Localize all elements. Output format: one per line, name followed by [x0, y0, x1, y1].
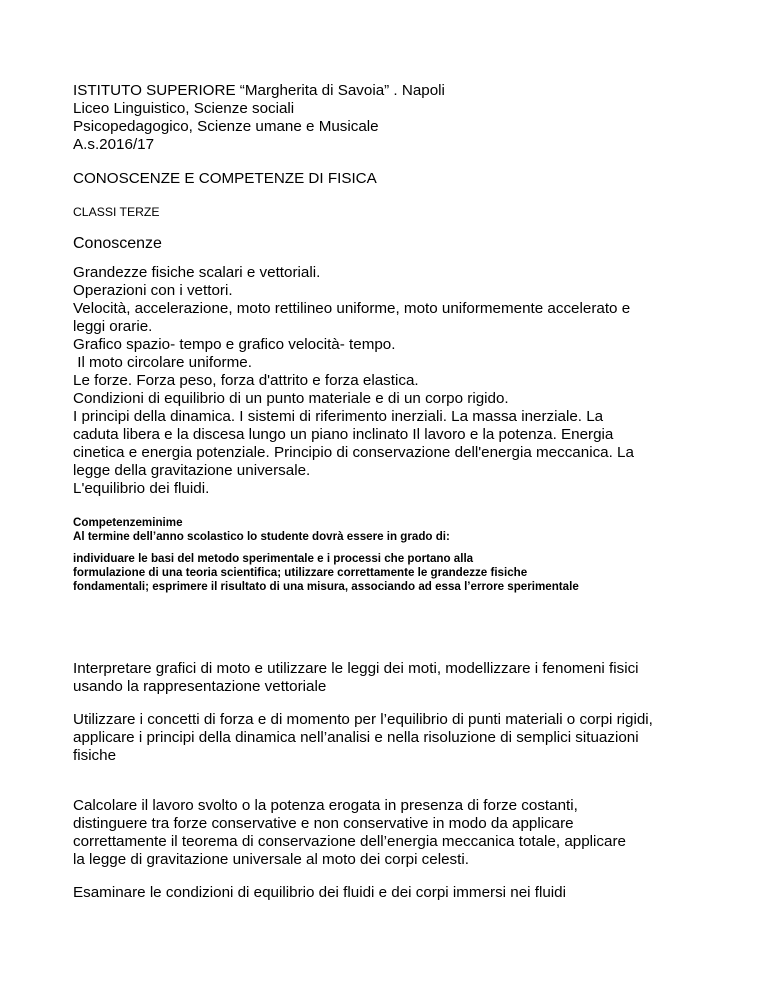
competenza-paragraph-line: fisiche [73, 747, 117, 764]
conoscenze-line: L'equilibrio dei fluidi. [73, 480, 210, 497]
school-line-3: Psicopedagogico, Scienze umane e Musicale [73, 118, 379, 135]
competenza-paragraph-line: la legge di gravitazione universale al moto dei corpi celesti. [73, 851, 469, 868]
conoscenze-line: caduta libera e la discesa lungo un piano inclinato Il lavoro e la potenza. Energia [73, 426, 614, 443]
competenza-paragraph-line: Esaminare le condizioni di equilibrio dei fluidi e dei corpi immersi nei fluidi [73, 884, 566, 901]
document-title: CONOSCENZE E COMPETENZE DI FISICA [73, 170, 377, 187]
competenza-paragraph-line: correttamente il teorema di conservazione dell’energia meccanica totale, applicare [73, 833, 626, 850]
competenza-paragraph-line: distinguere tra forze conservative e non conservative in modo da applicare [73, 815, 574, 832]
conoscenze-line: Grandezze fisiche scalari e vettoriali. [73, 264, 321, 281]
competenza-bold-line: individuare le basi del metodo sperimentale e i processi che portano alla [73, 552, 474, 565]
competenze-intro: Al termine dell’anno scolastico lo studente dovrà essere in grado di: [73, 530, 450, 543]
classes-label: CLASSI TERZE [73, 205, 160, 219]
conoscenze-line: Condizioni di equilibrio di un punto materiale e di un corpo rigido. [73, 390, 509, 407]
conoscenze-line: I principi della dinamica. I sistemi di riferimento inerziali. La massa inerziale. La [73, 408, 604, 425]
competenza-paragraph-line: applicare i principi della dinamica nell’analisi e nella risoluzione di semplici situazioni [73, 729, 639, 746]
conoscenze-line: legge della gravitazione universale. [73, 462, 311, 479]
competenza-bold-line: fondamentali; esprimere il risultato di una misura, associando ad essa l’errore sperimentale [73, 580, 579, 593]
conoscenze-line: leggi orarie. [73, 318, 153, 335]
school-line-2: Liceo Linguistico, Scienze sociali [73, 100, 295, 117]
conoscenze-line: cinetica e energia potenziale. Principio di conservazione dell'energia meccanica. La [73, 444, 634, 461]
competenza-paragraph-line: Calcolare il lavoro svolto o la potenza erogata in presenza di forze costanti, [73, 797, 578, 814]
conoscenze-line: Velocità, accelerazione, moto rettilineo uniforme, moto uniformemente accelerato e [73, 300, 631, 317]
competenza-bold-line: formulazione di una teoria scientifica; utilizzare correttamente le grandezze fisiche [73, 566, 528, 579]
conoscenze-line: Grafico spazio- tempo e grafico velocità- tempo. [73, 336, 396, 353]
competenza-paragraph-line: Utilizzare i concetti di forza e di momento per l’equilibrio di punti materiali o corpi rigidi, [73, 711, 653, 728]
school-year: A.s.2016/17 [73, 136, 155, 153]
conoscenze-line: Operazioni con i vettori. [73, 282, 233, 299]
conoscenze-line: Il moto circolare uniforme. [73, 354, 252, 371]
conoscenze-line: Le forze. Forza peso, forza d'attrito e forza elastica. [73, 372, 419, 389]
competenza-paragraph-line: Interpretare grafici di moto e utilizzare le leggi dei moti, modellizzare i fenomeni fisici [73, 660, 639, 677]
competenza-paragraph-line: usando la rappresentazione vettoriale [73, 678, 327, 695]
competenze-heading: Competenzeminime [73, 516, 183, 529]
conoscenze-heading: Conoscenze [73, 235, 162, 252]
school-name: ISTITUTO SUPERIORE “Margherita di Savoia” . Napoli [73, 82, 445, 99]
